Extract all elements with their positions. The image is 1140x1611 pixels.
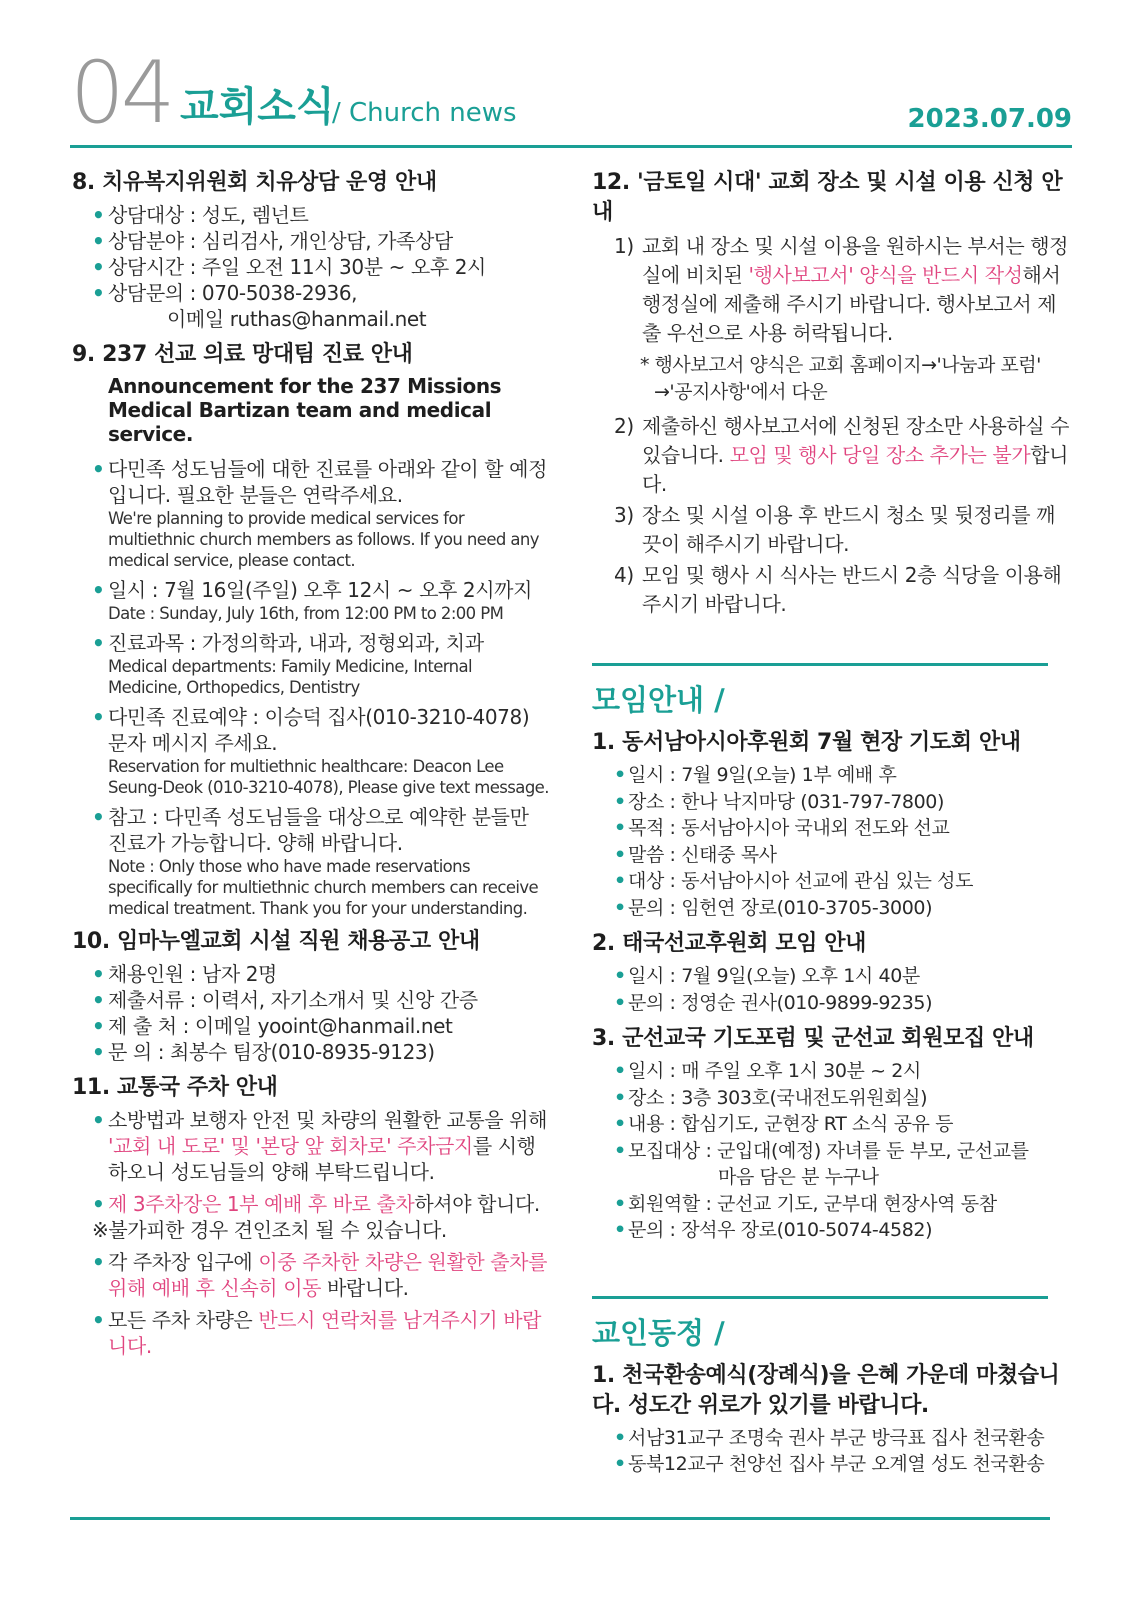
list-item-continuation: 마음 담은 분 누구나 — [718, 1166, 879, 1188]
notice-11-list — [72, 1107, 550, 1359]
notice-9 — [72, 340, 550, 919]
meetings-section — [592, 680, 1070, 1244]
members-list — [592, 1425, 1070, 1478]
list-item: • 모집대상 : 군입대(예정) 자녀를 둔 부모, 군선교를 — [592, 1138, 1070, 1165]
list-item: • 목적 : 동서남아시아 국내외 전도와 선교 — [592, 815, 1070, 842]
footer-divider — [70, 1517, 1050, 1520]
form-download-note: * 행사보고서 양식은 교회 홈페이지→'나눔과 포럼' →'공지사항'에서 다운 — [640, 354, 1041, 403]
item-text-ko: 다민족 성도님들을 대상으로 예약한 분들만 진료가 가능합니다. 양해 바랍니다. — [108, 805, 529, 855]
list-item — [72, 704, 550, 798]
list-item: • 문의 : 임헌연 장로(010-3705-3000) — [592, 895, 1070, 922]
item-text-en: Date : Sunday, July 16th, from 12:00 PM to 2:00 PM — [108, 604, 504, 623]
highlight-text: 이중 주차한 차량은 원활한 출차를 위해 예배 후 신속히 이동 — [108, 1250, 548, 1300]
header-divider — [70, 145, 1072, 148]
list-item: • 동북12교구 천양선 집사 부군 오계열 성도 천국환송 — [592, 1451, 1070, 1478]
notice-10 — [72, 927, 550, 1065]
notice-9-title: 9. 237 선교 의료 망대팀 진료 안내 — [72, 342, 413, 367]
note-label-en: Note : — [108, 857, 159, 876]
notice-11 — [72, 1073, 550, 1359]
list-item: • 서남31교구 조명숙 권사 부군 방극표 집사 천국환송 — [592, 1425, 1070, 1452]
numbered-item — [592, 561, 1070, 619]
item-text-en: Reservation for multiethnic healthcare: Deacon Lee Seung-Deok (010-3210-4078), Please give text message. — [108, 757, 549, 797]
meeting-2-list — [592, 963, 1070, 1016]
numbered-item — [592, 412, 1070, 499]
notice-12-title: 12. '금토일 시대' 교회 장소 및 시설 이용 신청 안내 — [592, 170, 1063, 225]
list-item — [72, 1307, 550, 1359]
notice-8-list — [72, 202, 550, 332]
meeting-1-list — [592, 762, 1070, 921]
item-text-ko: 다민족 진료예약 : 이승덕 집사(010-3210-4078) 문자 메시지 주세요. — [108, 705, 530, 755]
meeting-3-list — [592, 1058, 1070, 1244]
notice-10-title: 10. 임마누엘교회 시설 직원 채용공고 안내 — [72, 929, 480, 954]
item-text: 를 시행하오니 성도님들의 양해 부탁드립니다. — [108, 1134, 536, 1184]
list-item — [72, 456, 550, 571]
notice-10-list — [72, 961, 550, 1065]
list-item: • 내용 : 합심기도, 군현장 RT 소식 공유 등 — [592, 1111, 1070, 1138]
highlight-text: '행사보고서' 양식을 반드시 작성 — [748, 263, 1023, 287]
list-item: • 장소 : 한나 낙지마당 (031-797-7800) — [592, 789, 1070, 816]
list-item: • 일시 : 7월 9일(오늘) 1부 예배 후 — [592, 762, 1070, 789]
item-text: 바랍니다. — [321, 1276, 409, 1300]
section-title-ko: 교회소식 — [180, 84, 335, 130]
right-column — [592, 168, 1070, 1486]
highlight-text: 모임 및 행사 당일 장소 추가는 불가 — [729, 443, 1031, 467]
item-text: 교회 내 장소 및 시설 이용을 원하시는 부서는 행정실에 비치된 — [642, 234, 1069, 287]
left-column — [72, 168, 550, 1367]
item-text: 모임 및 행사 시 식사는 반드시 2층 식당을 이용해 주시기 바랍니다. — [642, 563, 1062, 616]
members-heading: 교인동정 / — [592, 1315, 725, 1350]
list-item: • 제출서류 : 이력서, 자기소개서 및 신앙 간증 — [72, 987, 550, 1013]
list-item — [72, 1249, 550, 1301]
list-item: • 문 의 : 최봉수 팀장(010-8935-9123) — [72, 1039, 550, 1065]
item-text: 모든 주차 차량은 — [108, 1308, 259, 1332]
list-item: • 상담대상 : 성도, 렘넌트 — [72, 202, 550, 228]
numbered-item — [592, 501, 1070, 559]
page-number: 04 — [70, 43, 172, 143]
list-item: • 일시 : 매 주일 오후 1시 30분 ~ 2시 — [592, 1058, 1070, 1085]
list-item: • 상담문의 : 070-5038-2936, — [72, 280, 550, 306]
list-item — [72, 630, 550, 698]
item-text: 합니다. — [642, 443, 1069, 496]
issue-date: 2023.07.09 — [907, 104, 1072, 134]
notice-8-title: 8. 치유복지위원회 치유상담 운영 안내 — [72, 170, 437, 195]
highlight-text: 제 3주차장은 1부 예배 후 바로 출차 — [108, 1192, 415, 1216]
notice-12 — [592, 168, 1070, 619]
section-title-en: / Church news — [332, 98, 517, 128]
list-item: • 회원역할 : 군선교 기도, 군부대 현장사역 동참 — [592, 1191, 1070, 1218]
meeting-2-title: 2. 태국선교후원회 모임 안내 — [592, 931, 867, 956]
meeting-3-title: 3. 군선교국 기도포럼 및 군선교 회원모집 안내 — [592, 1026, 1034, 1051]
page-header — [70, 43, 1072, 147]
item-text: 해서 행정실에 제출해 주시기 바랍니다. 행사보고서 제출 우선으로 사용 허락됩니다. — [642, 263, 1061, 345]
list-item: • 제 출 처 : 이메일 yooint@hanmail.net — [72, 1013, 550, 1039]
list-item: • 상담시간 : 주일 오전 11시 30분 ~ 오후 2시 — [72, 254, 550, 280]
list-item: • 장소 : 3층 303호(국내전도위원회실) — [592, 1085, 1070, 1112]
item-number: 1) — [614, 234, 634, 258]
item-text: 하셔야 합니다. — [414, 1192, 540, 1216]
meetings-heading: 모임안내 / — [592, 683, 725, 717]
item-text-ko: 일시 : 7월 16일(주일) 오후 12시 ~ 오후 2시까지 — [108, 578, 532, 602]
item-text-ko: 진료과목 : 가정의학과, 내과, 정형외과, 치과 — [108, 631, 484, 655]
highlight-text: '교회 내 도로' 및 '본당 앞 회차로' 주차금지 — [108, 1134, 473, 1158]
members-notice-title: 1. 천국환송예식(장례식)을 은혜 가운데 마쳤습니다. 성도간 위로가 있기를 바랍니다. — [592, 1362, 1060, 1418]
item-text: 소방법과 보행자 안전 및 차량의 원활한 교통을 위해 — [108, 1108, 548, 1132]
item-text: 제출하신 행사보고서에 신청된 장소만 사용하실 수 있습니다. — [642, 414, 1070, 467]
list-item — [72, 804, 550, 919]
list-item: • 말씀 : 신태중 목사 — [592, 842, 1070, 869]
contact-email: 이메일 ruthas@hanmail.net — [167, 307, 427, 331]
section-divider — [592, 1296, 1048, 1299]
list-item: • 대상 : 동서남아시아 선교에 관심 있는 성도 — [592, 868, 1070, 895]
towing-note: ※불가피한 경우 견인조치 될 수 있습니다. — [92, 1218, 447, 1242]
list-item: • 상담분야 : 심리검사, 개인상담, 가족상담 — [72, 228, 550, 254]
item-text-en: We're planning to provide medical services for multiethnic church members as follows. If you need any medical service, please contact. — [108, 509, 539, 570]
notice-9-subtitle-en: Announcement for the 237 Missions Medical Bartizan team and medical service. — [108, 374, 502, 446]
item-text: 장소 및 시설 이용 후 반드시 청소 및 뒷정리를 깨끗이 해주시기 바랍니다. — [642, 503, 1056, 556]
item-text-en-wrap — [108, 856, 550, 919]
item-text-en: Medical departments: Family Medicine, Internal Medicine, Orthopedics, Dentistry — [108, 657, 473, 697]
numbered-item — [592, 232, 1070, 348]
members-section — [592, 1313, 1070, 1478]
list-item — [72, 1191, 550, 1217]
list-item — [72, 1107, 550, 1185]
item-number: 3) — [614, 503, 634, 527]
list-item: • 채용인원 : 남자 2명 — [72, 961, 550, 987]
meeting-1-title: 1. 동서남아시아후원회 7월 현장 기도회 안내 — [592, 730, 1021, 755]
item-number: 4) — [614, 563, 634, 587]
item-text-ko: 다민족 성도님들에 대한 진료를 아래와 같이 할 예정입니다. 필요한 분들은 연락주세요. — [108, 457, 548, 507]
list-item: • 문의 : 정영순 권사(010-9899-9235) — [592, 990, 1070, 1017]
list-item — [72, 577, 550, 624]
notice-8 — [72, 168, 550, 332]
notice-9-list — [72, 456, 550, 919]
list-item: • 문의 : 장석우 장로(010-5074-4582) — [592, 1217, 1070, 1244]
item-number: 2) — [614, 414, 634, 438]
item-text-en: Only those who have made reservations specifically for multiethnic church members can receive medical treatment. Thank you for your understanding. — [108, 857, 539, 918]
section-divider — [592, 663, 1048, 666]
item-text: 각 주차장 입구에 — [108, 1250, 259, 1274]
note-label-ko: 참고 : — [108, 805, 165, 829]
list-item: • 일시 : 7월 9일(오늘) 오후 1시 40분 — [592, 963, 1070, 990]
notice-11-title: 11. 교통국 주차 안내 — [72, 1075, 278, 1100]
highlight-text: 반드시 연락처를 남겨주시기 바랍니다. — [108, 1308, 542, 1358]
